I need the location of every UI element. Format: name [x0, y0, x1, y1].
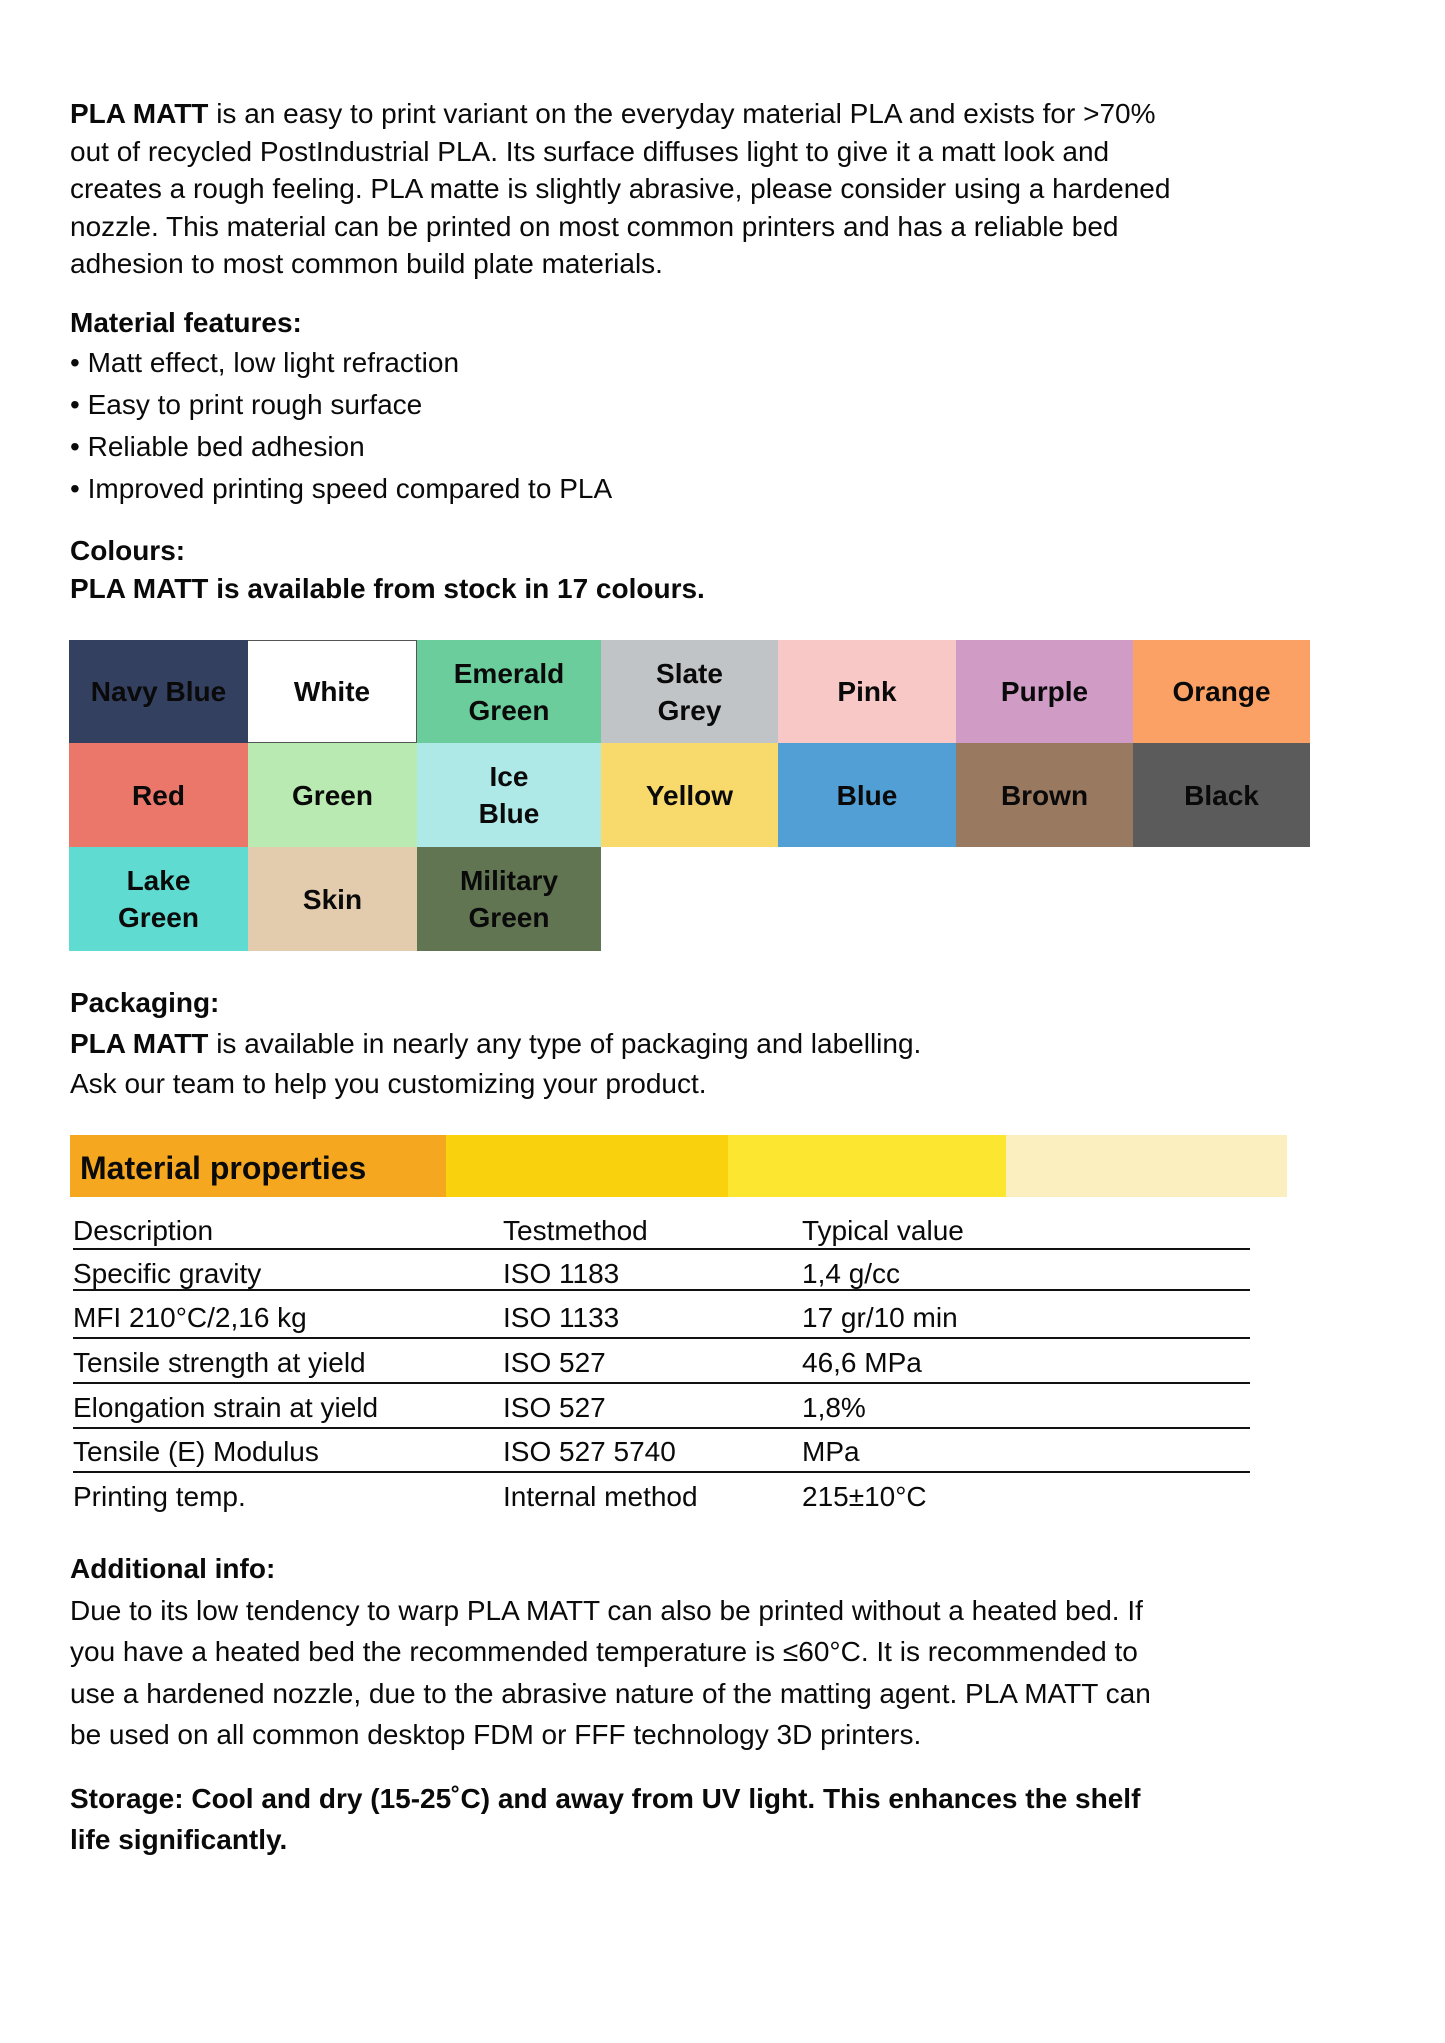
cell-description: Tensile strength at yield	[73, 1347, 366, 1378]
colour-swatch-green	[248, 743, 417, 847]
brand-name: PLA MATT	[70, 1028, 209, 1059]
cell-description: Elongation strain at yield	[73, 1392, 379, 1423]
colour-grid	[69, 640, 1310, 951]
header-description: Description	[73, 1215, 214, 1246]
swatch-label: Brown	[1000, 779, 1089, 811]
swatch-label: Yellow	[645, 779, 734, 811]
banner-segment	[728, 1135, 1006, 1197]
cell-description: MFI 210°C/2,16 kg	[73, 1302, 307, 1333]
additional-line: be used on all common desktop FDM or FFF technology 3D printers.	[70, 1719, 922, 1750]
bullet-icon: •	[70, 389, 80, 420]
swatch-label: Emerald Green	[453, 657, 565, 726]
table-rule	[73, 1248, 1250, 1250]
swatch-label: Military Green	[459, 865, 559, 933]
banner-title: Material properties	[80, 1150, 367, 1186]
colour-swatch-military-green	[417, 847, 601, 951]
swatch-label: Green	[292, 779, 373, 811]
swatch-label: Red	[132, 779, 185, 811]
table-row	[73, 1258, 1250, 1288]
table-row	[73, 1347, 1250, 1377]
material-properties-banner	[70, 1135, 1287, 1197]
table-row	[73, 1302, 1250, 1332]
banner-segment	[446, 1135, 728, 1197]
cell-value: 1,4 g/cc	[802, 1258, 901, 1289]
additional-line: use a hardened nozzle, due to the abrasive nature of the matting agent. PLA MATT can	[70, 1678, 1151, 1709]
bullet-icon: •	[70, 431, 80, 462]
intro-line	[70, 98, 1156, 130]
swatch-label: Orange	[1172, 676, 1271, 707]
cell-description: Tensile (E) Modulus	[73, 1436, 319, 1467]
colour-swatch-blue	[778, 743, 956, 847]
intro-line: adhesion to most common build plate materials.	[70, 248, 663, 279]
packaging-line	[70, 1030, 921, 1058]
banner-segment	[1006, 1135, 1287, 1197]
swatch-label: Blue	[836, 779, 898, 811]
bullet-icon: •	[70, 473, 80, 504]
table-rule	[73, 1427, 1250, 1429]
feature-item	[70, 475, 612, 503]
intro-line: nozzle. This material can be printed on most common printers and has a reliable bed	[70, 211, 1119, 242]
colour-swatch-pink	[778, 640, 956, 743]
intro-line: out of recycled PostIndustrial PLA. Its surface diffuses light to give it a matt look and	[70, 136, 1110, 167]
cell-value: 46,6 MPa	[802, 1347, 922, 1378]
features-heading: Material features:	[70, 307, 302, 338]
cell-testmethod: Internal method	[503, 1481, 698, 1512]
colour-swatch-black	[1133, 743, 1310, 847]
colours-subheading: PLA MATT is available from stock in 17 colours.	[70, 573, 705, 604]
colour-swatch-red	[69, 743, 248, 847]
colours-heading: Colours:	[70, 535, 186, 566]
header-typical-value: Typical value	[802, 1215, 964, 1246]
header-testmethod: Testmethod	[503, 1215, 648, 1246]
bullet-icon: •	[70, 347, 80, 378]
table-row	[73, 1481, 1250, 1511]
table-row	[73, 1436, 1250, 1466]
cell-testmethod: ISO 1133	[503, 1302, 620, 1333]
table-rule	[73, 1471, 1250, 1473]
brand-name: PLA MATT	[70, 98, 209, 129]
swatch-label: White	[293, 676, 371, 707]
storage-line: life significantly.	[70, 1824, 288, 1855]
swatch-label: Pink	[837, 676, 897, 707]
feature-text: Easy to print rough surface	[87, 389, 423, 420]
table-rule	[73, 1382, 1250, 1384]
colour-swatch-orange	[1133, 640, 1310, 743]
table-header-row	[73, 1215, 1250, 1245]
colour-swatch-skin	[248, 847, 417, 951]
intro-line: creates a rough feeling. PLA matte is slightly abrasive, please consider using a hardened	[70, 173, 1171, 204]
additional-line: you have a heated bed the recommended temperature is ≤60°C. It is recommended to	[70, 1636, 1138, 1667]
colour-swatch-navy-blue	[69, 640, 248, 743]
feature-item	[70, 349, 459, 377]
swatch-label: Skin	[302, 883, 363, 915]
swatch-label: Black	[1184, 779, 1259, 811]
cell-value: 1,8%	[802, 1392, 866, 1423]
feature-text: Matt effect, low light refraction	[87, 347, 460, 378]
additional-heading: Additional info:	[70, 1553, 276, 1584]
swatch-label: Slate Grey	[656, 657, 723, 726]
cell-description: Specific gravity	[73, 1258, 262, 1289]
cell-testmethod: ISO 1183	[503, 1258, 620, 1289]
colour-swatch-brown	[956, 743, 1133, 847]
cell-description: Printing temp.	[73, 1481, 246, 1512]
swatch-label: Purple	[1000, 676, 1089, 707]
feature-item	[70, 391, 422, 419]
feature-item	[70, 433, 365, 461]
colour-swatch-slate-grey	[601, 640, 778, 743]
additional-line: Due to its low tendency to warp PLA MATT can also be printed without a heated bed. If	[70, 1595, 1143, 1626]
colour-swatch-purple	[956, 640, 1133, 743]
colour-swatch-lake-green	[69, 847, 248, 951]
colour-swatch-ice-blue	[417, 743, 601, 847]
table-row	[73, 1392, 1250, 1422]
colour-swatch-white	[248, 640, 417, 743]
feature-text: Improved printing speed compared to PLA	[87, 473, 613, 504]
swatch-label: Ice Blue	[478, 761, 540, 829]
swatch-label: Navy Blue	[90, 676, 227, 707]
storage-line: Storage: Cool and dry (15-25˚C) and away from UV light. This enhances the shelf	[70, 1783, 1141, 1814]
cell-value: 215±10°C	[802, 1481, 927, 1512]
packaging-line: Ask our team to help you customizing your product.	[70, 1068, 707, 1099]
cell-testmethod: ISO 527	[503, 1392, 606, 1423]
cell-value: 17 gr/10 min	[802, 1302, 958, 1333]
cell-testmethod: ISO 527	[503, 1347, 606, 1378]
table-rule	[73, 1337, 1250, 1339]
intro-text: is an easy to print variant on the everyday material PLA and exists for >70%	[208, 98, 1156, 129]
colour-swatch-emerald-green	[417, 640, 601, 743]
cell-testmethod: ISO 527 5740	[503, 1436, 676, 1467]
swatch-label: Lake Green	[118, 865, 199, 933]
feature-text: Reliable bed adhesion	[87, 431, 365, 462]
packaging-heading: Packaging:	[70, 987, 220, 1018]
table-rule	[73, 1289, 1250, 1291]
cell-value: MPa	[802, 1436, 860, 1467]
packaging-text: is available in nearly any type of packaging and labelling.	[208, 1028, 922, 1059]
colour-swatch-yellow	[601, 743, 778, 847]
